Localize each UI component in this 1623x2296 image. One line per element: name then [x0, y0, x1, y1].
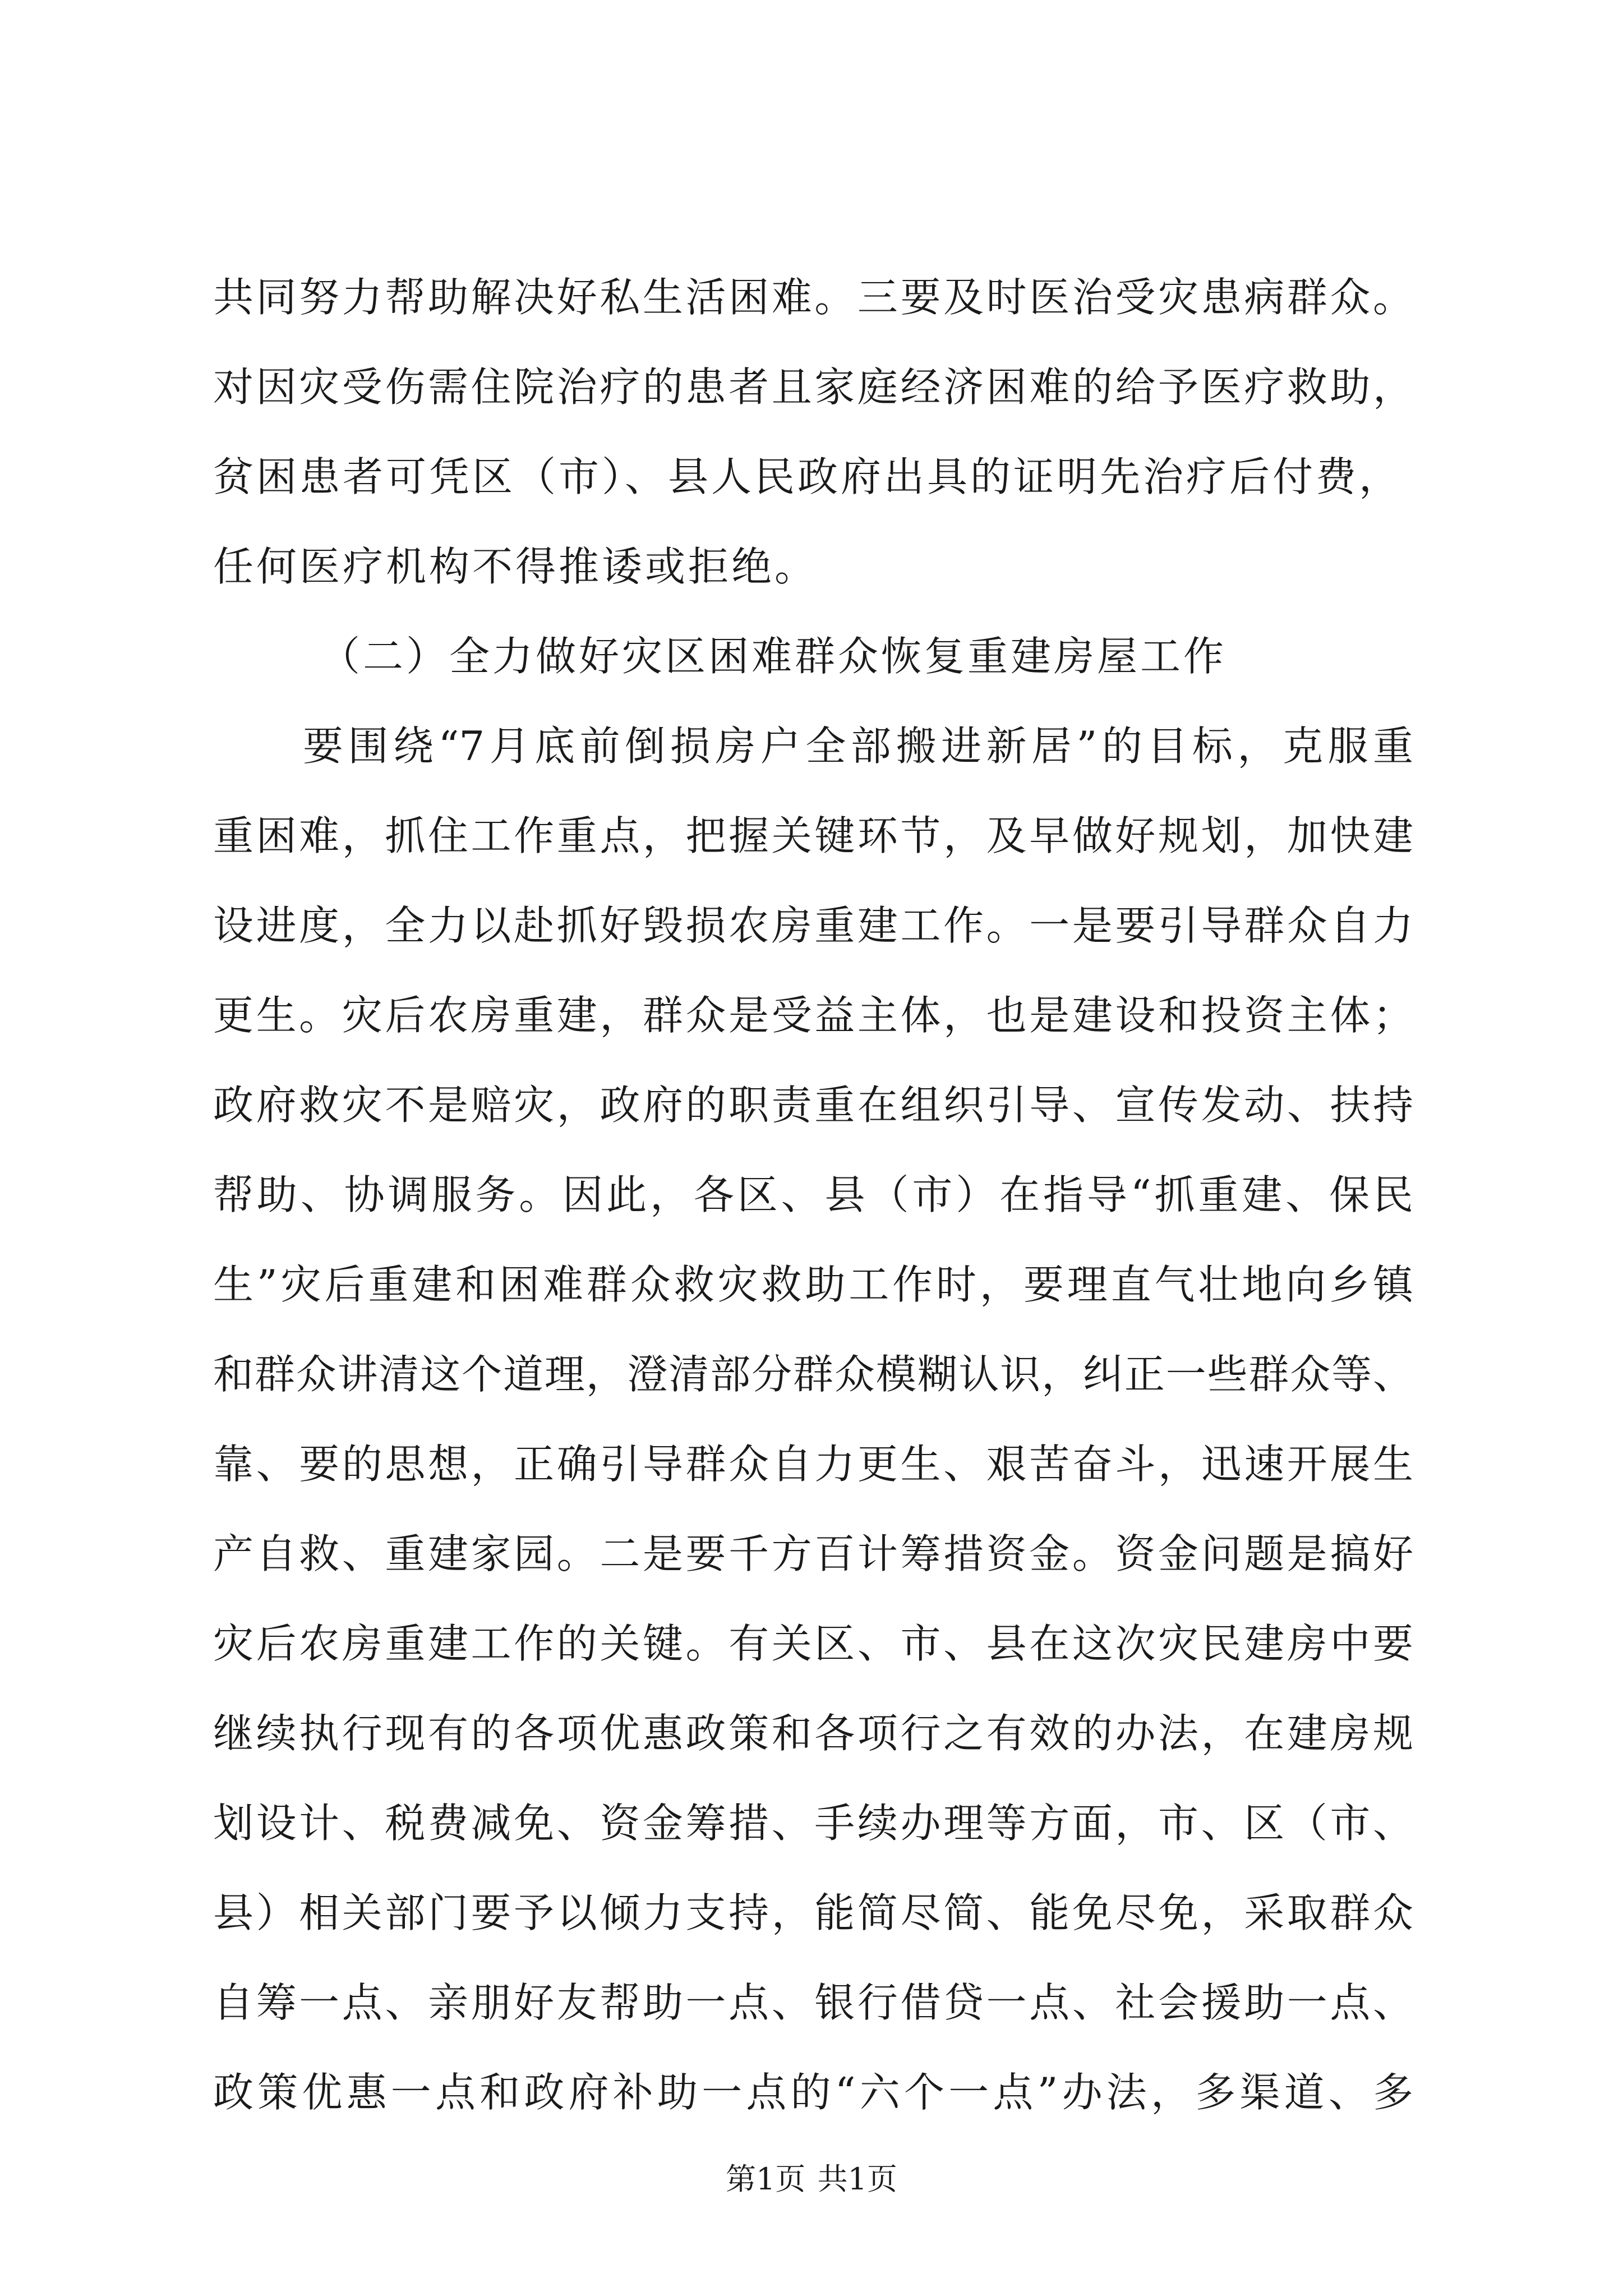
paragraph-line: 共同努力帮助解决好私生活困难。三要及时医治受灾患病群众。 — [213, 274, 1413, 321]
paragraph-line: 设进度，全力以赴抓好毁损农房重建工作。一是要引导群众自力 — [213, 902, 1413, 949]
paragraph-line: 继续执行现有的各项优惠政策和各项行之有效的办法，在建房规 — [213, 1710, 1413, 1757]
paragraph-line: 产自救、重建家园。二是要千方百计筹措资金。资金问题是搞好 — [213, 1530, 1413, 1577]
page-total: 共1页 — [817, 2161, 897, 2197]
paragraph-line: 生”灾后重建和困难群众救灾救助工作时，要理直气壮地向乡镇 — [213, 1261, 1413, 1308]
paragraph-line: 对因灾受伤需住院治疗的患者且家庭经济困难的给予医疗救助， — [213, 364, 1413, 411]
page-footer — [0, 2160, 1623, 2199]
paragraph-line: 靠、要的思想，正确引导群众自力更生、艰苦奋斗，迅速开展生 — [213, 1441, 1413, 1488]
paragraph-line: 任何医疗机构不得推诿或拒绝。 — [213, 543, 818, 590]
paragraph-line: 帮助、协调服务。因此，各区、县（市）在指导“抓重建、保民 — [213, 1171, 1413, 1218]
paragraph-line: 县）相关部门要予以倾力支持，能简尽简、能免尽免，采取群众 — [213, 1889, 1413, 1936]
paragraph-line: 灾后农房重建工作的关键。有关区、市、县在这次灾民建房中要 — [213, 1620, 1413, 1667]
paragraph-line: 自筹一点、亲朋好友帮助一点、银行借贷一点、社会援助一点、 — [213, 1979, 1413, 2026]
paragraph-line: 和群众讲清这个道理，澄清部分群众模糊认识，纠正一些群众等、 — [213, 1351, 1413, 1398]
paragraph-line: 政策优惠一点和政府补助一点的“六个一点”办法，多渠道、多 — [213, 2069, 1413, 2116]
section-heading: （二）全力做好灾区困难群众恢复重建房屋工作 — [320, 633, 1227, 680]
paragraph-line: 政府救灾不是赔灾，政府的职责重在组织引导、宣传发动、扶持 — [213, 1082, 1413, 1129]
paragraph-line: 划设计、税费减免、资金筹措、手续办理等方面，市、区（市、 — [213, 1800, 1413, 1847]
page-number: 第1页 — [726, 2161, 806, 2197]
paragraph-line: 重困难，抓住工作重点，把握关键环节，及早做好规划，加快建 — [213, 812, 1413, 859]
paragraph-line: 贫困患者可凭区（市）、县人民政府出具的证明先治疗后付费， — [213, 453, 1403, 500]
paragraph-line: 要围绕“7月底前倒损房户全部搬进新居”的目标，克服重 — [303, 723, 1413, 770]
paragraph-line: 更生。灾后农房重建，群众是受益主体，也是建设和投资主体； — [213, 992, 1413, 1039]
